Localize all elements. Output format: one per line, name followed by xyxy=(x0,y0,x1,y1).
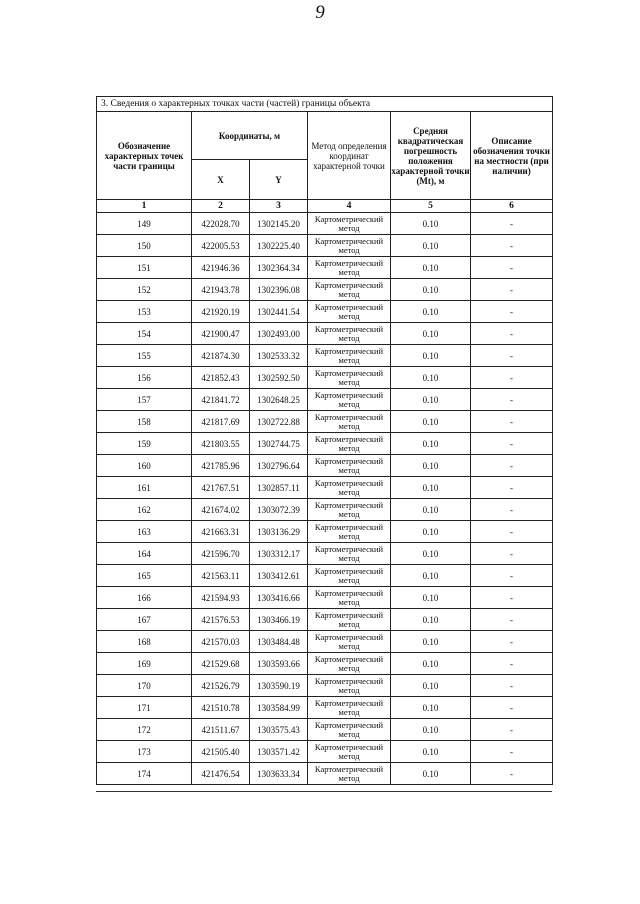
table-row xyxy=(97,631,553,653)
description-cell: - xyxy=(471,367,553,389)
description-cell: - xyxy=(471,455,553,477)
y-coordinate-cell: 1303633.34 xyxy=(250,763,308,785)
column-number: 6 xyxy=(471,200,553,213)
table-row xyxy=(97,587,553,609)
table-row xyxy=(97,279,553,301)
point-number-cell: 157 xyxy=(97,389,192,411)
method-cell: Картометрический метод xyxy=(308,587,391,609)
accuracy-cell: 0.10 xyxy=(391,433,471,455)
accuracy-cell: 0.10 xyxy=(391,741,471,763)
table-row xyxy=(97,477,553,499)
method-cell: Картометрический метод xyxy=(308,257,391,279)
y-coordinate-cell: 1303484.48 xyxy=(250,631,308,653)
point-number-cell: 172 xyxy=(97,719,192,741)
method-cell: Картометрический метод xyxy=(308,367,391,389)
y-coordinate-cell: 1303584.99 xyxy=(250,697,308,719)
page-number: 9 xyxy=(315,2,325,23)
accuracy-cell: 0.10 xyxy=(391,697,471,719)
y-coordinate-cell: 1303412.61 xyxy=(250,565,308,587)
description-cell: - xyxy=(471,587,553,609)
method-cell: Картометрический метод xyxy=(308,323,391,345)
description-cell: - xyxy=(471,719,553,741)
point-number-cell: 165 xyxy=(97,565,192,587)
point-number-cell: 174 xyxy=(97,763,192,785)
y-coordinate-cell: 1303072.39 xyxy=(250,499,308,521)
point-number-cell: 166 xyxy=(97,587,192,609)
x-coordinate-cell: 422028.70 xyxy=(192,213,250,235)
x-coordinate-cell: 421476.54 xyxy=(192,763,250,785)
accuracy-cell: 0.10 xyxy=(391,609,471,631)
column-number: 1 xyxy=(97,200,192,213)
accuracy-cell: 0.10 xyxy=(391,213,471,235)
accuracy-cell: 0.10 xyxy=(391,521,471,543)
table-row xyxy=(97,389,553,411)
accuracy-cell: 0.10 xyxy=(391,389,471,411)
y-coordinate-cell: 1302493.00 xyxy=(250,323,308,345)
point-number-cell: 152 xyxy=(97,279,192,301)
bottom-rule xyxy=(96,791,552,792)
point-number-cell: 156 xyxy=(97,367,192,389)
x-coordinate-cell: 421817.69 xyxy=(192,411,250,433)
method-cell: Картометрический метод xyxy=(308,653,391,675)
method-cell: Картометрический метод xyxy=(308,763,391,785)
method-cell: Картометрический метод xyxy=(308,499,391,521)
point-number-cell: 155 xyxy=(97,345,192,367)
table-row xyxy=(97,609,553,631)
table-row xyxy=(97,763,553,785)
accuracy-cell: 0.10 xyxy=(391,675,471,697)
accuracy-cell: 0.10 xyxy=(391,323,471,345)
table-row xyxy=(97,257,553,279)
x-coordinate-cell: 421874.30 xyxy=(192,345,250,367)
y-coordinate-cell: 1303593.66 xyxy=(250,653,308,675)
method-cell: Картометрический метод xyxy=(308,697,391,719)
y-coordinate-cell: 1302396.08 xyxy=(250,279,308,301)
accuracy-cell: 0.10 xyxy=(391,345,471,367)
description-cell: - xyxy=(471,521,553,543)
y-coordinate-cell: 1302722.88 xyxy=(250,411,308,433)
x-coordinate-cell: 421785.96 xyxy=(192,455,250,477)
y-coordinate-cell: 1302441.54 xyxy=(250,301,308,323)
y-coordinate-cell: 1302744.75 xyxy=(250,433,308,455)
table-body xyxy=(97,213,553,785)
method-cell: Картометрический метод xyxy=(308,433,391,455)
description-cell: - xyxy=(471,235,553,257)
accuracy-cell: 0.10 xyxy=(391,279,471,301)
x-coordinate-cell: 421570.03 xyxy=(192,631,250,653)
column-number: 5 xyxy=(391,200,471,213)
accuracy-cell: 0.10 xyxy=(391,367,471,389)
description-cell: - xyxy=(471,411,553,433)
method-cell: Картометрический метод xyxy=(308,235,391,257)
x-coordinate-cell: 421563.11 xyxy=(192,565,250,587)
method-cell: Картометрический метод xyxy=(308,631,391,653)
point-number-cell: 164 xyxy=(97,543,192,565)
accuracy-cell: 0.10 xyxy=(391,543,471,565)
x-coordinate-cell: 421841.72 xyxy=(192,389,250,411)
point-number-cell: 161 xyxy=(97,477,192,499)
description-cell: - xyxy=(471,697,553,719)
point-number-cell: 169 xyxy=(97,653,192,675)
boundary-points-table xyxy=(96,96,553,785)
table-row xyxy=(97,345,553,367)
x-coordinate-cell: 421511.67 xyxy=(192,719,250,741)
description-cell: - xyxy=(471,323,553,345)
table-row xyxy=(97,741,553,763)
point-number-cell: 163 xyxy=(97,521,192,543)
table-row xyxy=(97,235,553,257)
table-row xyxy=(97,301,553,323)
point-number-cell: 149 xyxy=(97,213,192,235)
accuracy-cell: 0.10 xyxy=(391,411,471,433)
y-coordinate-cell: 1303575.43 xyxy=(250,719,308,741)
description-cell: - xyxy=(471,213,553,235)
method-cell: Картометрический метод xyxy=(308,675,391,697)
description-cell: - xyxy=(471,631,553,653)
header-x: X xyxy=(192,160,250,200)
point-number-cell: 162 xyxy=(97,499,192,521)
x-coordinate-cell: 421526.79 xyxy=(192,675,250,697)
column-numbers-row xyxy=(97,200,553,213)
point-number-cell: 167 xyxy=(97,609,192,631)
accuracy-cell: 0.10 xyxy=(391,257,471,279)
x-coordinate-cell: 421576.53 xyxy=(192,609,250,631)
y-coordinate-cell: 1302225.40 xyxy=(250,235,308,257)
description-cell: - xyxy=(471,543,553,565)
header-y: Y xyxy=(250,160,308,200)
description-cell: - xyxy=(471,499,553,521)
point-number-cell: 159 xyxy=(97,433,192,455)
method-cell: Картометрический метод xyxy=(308,389,391,411)
y-coordinate-cell: 1302796.64 xyxy=(250,455,308,477)
description-cell: - xyxy=(471,301,553,323)
accuracy-cell: 0.10 xyxy=(391,235,471,257)
method-cell: Картометрический метод xyxy=(308,521,391,543)
method-cell: Картометрический метод xyxy=(308,279,391,301)
point-number-cell: 154 xyxy=(97,323,192,345)
point-number-cell: 171 xyxy=(97,697,192,719)
x-coordinate-cell: 421596.70 xyxy=(192,543,250,565)
x-coordinate-cell: 421946.36 xyxy=(192,257,250,279)
x-coordinate-cell: 421674.02 xyxy=(192,499,250,521)
x-coordinate-cell: 421663.31 xyxy=(192,521,250,543)
table-row xyxy=(97,719,553,741)
method-cell: Картометрический метод xyxy=(308,609,391,631)
point-number-cell: 170 xyxy=(97,675,192,697)
table-row xyxy=(97,653,553,675)
table-row xyxy=(97,697,553,719)
header-method: Метод определения координат характерной точки xyxy=(308,112,391,200)
y-coordinate-cell: 1302364.34 xyxy=(250,257,308,279)
description-cell: - xyxy=(471,609,553,631)
description-cell: - xyxy=(471,257,553,279)
x-coordinate-cell: 421900.47 xyxy=(192,323,250,345)
y-coordinate-cell: 1302592.50 xyxy=(250,367,308,389)
y-coordinate-cell: 1302145.20 xyxy=(250,213,308,235)
method-cell: Картометрический метод xyxy=(308,213,391,235)
description-cell: - xyxy=(471,565,553,587)
column-number: 4 xyxy=(308,200,391,213)
table-row xyxy=(97,367,553,389)
x-coordinate-cell: 421505.40 xyxy=(192,741,250,763)
accuracy-cell: 0.10 xyxy=(391,631,471,653)
method-cell: Картометрический метод xyxy=(308,411,391,433)
header-description: Описание обозначения точки на местности (при наличии) xyxy=(471,112,553,200)
x-coordinate-cell: 421803.55 xyxy=(192,433,250,455)
table-row xyxy=(97,565,553,587)
header-accuracy: Средняя квадратическая погрешность положения характерной точки (Mt), м xyxy=(391,112,471,200)
description-cell: - xyxy=(471,653,553,675)
method-cell: Картометрический метод xyxy=(308,477,391,499)
x-coordinate-cell: 421852.43 xyxy=(192,367,250,389)
table-row xyxy=(97,543,553,565)
method-cell: Картометрический метод xyxy=(308,543,391,565)
column-number: 3 xyxy=(250,200,308,213)
x-coordinate-cell: 421767.51 xyxy=(192,477,250,499)
description-cell: - xyxy=(471,477,553,499)
y-coordinate-cell: 1303466.19 xyxy=(250,609,308,631)
accuracy-cell: 0.10 xyxy=(391,455,471,477)
method-cell: Картометрический метод xyxy=(308,719,391,741)
method-cell: Картометрический метод xyxy=(308,455,391,477)
x-coordinate-cell: 421529.68 xyxy=(192,653,250,675)
y-coordinate-cell: 1303416.66 xyxy=(250,587,308,609)
description-cell: - xyxy=(471,763,553,785)
accuracy-cell: 0.10 xyxy=(391,719,471,741)
x-coordinate-cell: 421920.19 xyxy=(192,301,250,323)
table-row xyxy=(97,675,553,697)
point-number-cell: 160 xyxy=(97,455,192,477)
x-coordinate-cell: 422005.53 xyxy=(192,235,250,257)
table-row xyxy=(97,499,553,521)
description-cell: - xyxy=(471,675,553,697)
x-coordinate-cell: 421594.93 xyxy=(192,587,250,609)
accuracy-cell: 0.10 xyxy=(391,587,471,609)
header-designation: Обозначение характерных точек части границы xyxy=(97,112,192,200)
column-number: 2 xyxy=(192,200,250,213)
description-cell: - xyxy=(471,389,553,411)
table-row xyxy=(97,323,553,345)
y-coordinate-cell: 1302533.32 xyxy=(250,345,308,367)
accuracy-cell: 0.10 xyxy=(391,301,471,323)
method-cell: Картометрический метод xyxy=(308,741,391,763)
description-cell: - xyxy=(471,741,553,763)
header-coordinates: Координаты, м xyxy=(192,112,308,160)
accuracy-cell: 0.10 xyxy=(391,653,471,675)
y-coordinate-cell: 1303571.42 xyxy=(250,741,308,763)
method-cell: Картометрический метод xyxy=(308,301,391,323)
accuracy-cell: 0.10 xyxy=(391,499,471,521)
x-coordinate-cell: 421510.78 xyxy=(192,697,250,719)
accuracy-cell: 0.10 xyxy=(391,565,471,587)
description-cell: - xyxy=(471,345,553,367)
table-row xyxy=(97,455,553,477)
table-row xyxy=(97,521,553,543)
method-cell: Картометрический метод xyxy=(308,345,391,367)
y-coordinate-cell: 1303136.29 xyxy=(250,521,308,543)
y-coordinate-cell: 1302857.11 xyxy=(250,477,308,499)
description-cell: - xyxy=(471,433,553,455)
y-coordinate-cell: 1302648.25 xyxy=(250,389,308,411)
point-number-cell: 158 xyxy=(97,411,192,433)
point-number-cell: 168 xyxy=(97,631,192,653)
point-number-cell: 151 xyxy=(97,257,192,279)
x-coordinate-cell: 421943.78 xyxy=(192,279,250,301)
point-number-cell: 150 xyxy=(97,235,192,257)
y-coordinate-cell: 1303312.17 xyxy=(250,543,308,565)
point-number-cell: 153 xyxy=(97,301,192,323)
accuracy-cell: 0.10 xyxy=(391,763,471,785)
table-row xyxy=(97,411,553,433)
table-row xyxy=(97,433,553,455)
accuracy-cell: 0.10 xyxy=(391,477,471,499)
point-number-cell: 173 xyxy=(97,741,192,763)
description-cell: - xyxy=(471,279,553,301)
section-title: 3. Сведения о характерных точках части (частей) границы объекта xyxy=(97,97,553,112)
table-row xyxy=(97,213,553,235)
y-coordinate-cell: 1303590.19 xyxy=(250,675,308,697)
method-cell: Картометрический метод xyxy=(308,565,391,587)
